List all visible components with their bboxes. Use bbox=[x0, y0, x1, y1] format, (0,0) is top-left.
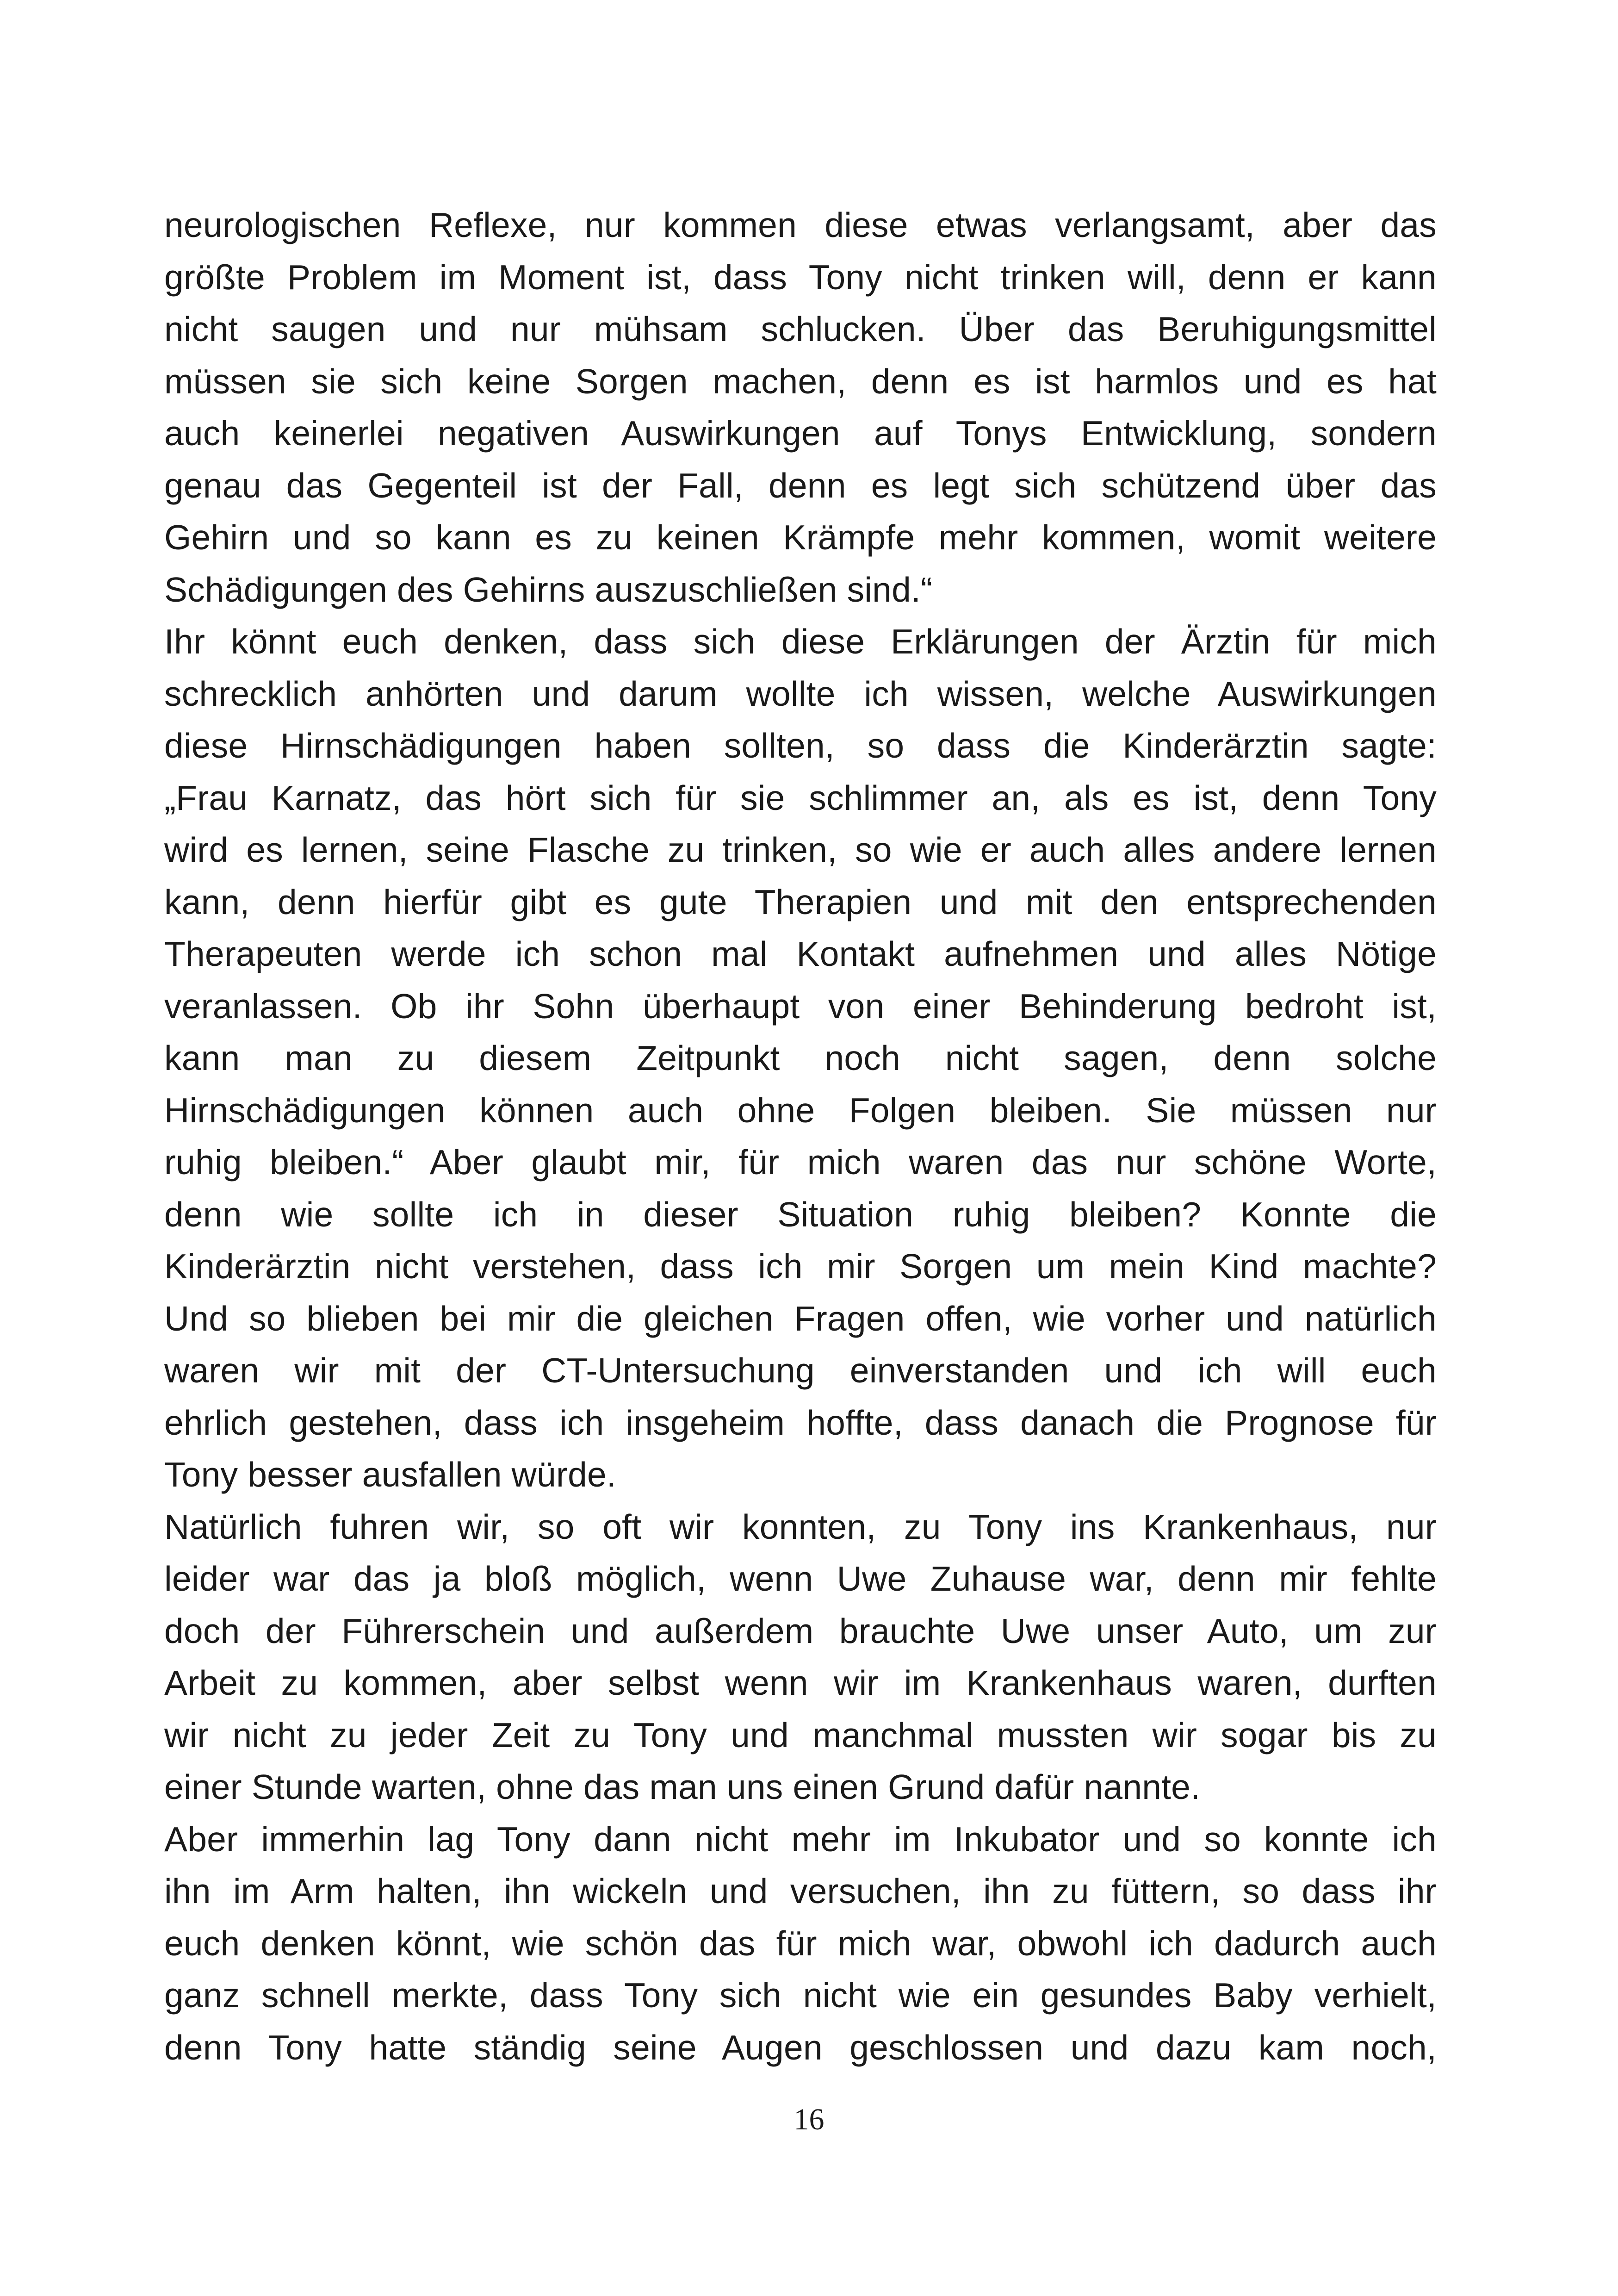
text-line: denn Tony hatte ständig seine Augen geschlossen und dazu kam noch, bbox=[164, 2028, 1437, 2067]
text-line: ganz schnell merkte, dass Tony sich nicht wie ein gesundes Baby verhielt, bbox=[164, 1976, 1437, 2015]
text-line: kann man zu diesem Zeitpunkt noch nicht sagen, denn solche bbox=[164, 1039, 1437, 1077]
text-line: ruhig bleiben.“ Aber glaubt mir, für mich waren das nur schöne Worte, bbox=[164, 1143, 1437, 1182]
text-line: Und so blieben bei mir die gleichen Fragen offen, wie vorher und natürlich bbox=[164, 1299, 1437, 1338]
text-line: neurologischen Reflexe, nur kommen diese etwas verlangsamt, aber das bbox=[164, 205, 1437, 244]
page-number: 16 bbox=[794, 2103, 824, 2136]
text-line: Therapeuten werde ich schon mal Kontakt aufnehmen und alles Nötige bbox=[164, 934, 1437, 973]
text-line: diese Hirnschädigungen haben sollten, so dass die Kinderärztin sagte: bbox=[164, 726, 1437, 765]
text-line: Natürlich fuhren wir, so oft wir konnten, zu Tony ins Krankenhaus, nur bbox=[164, 1507, 1437, 1546]
text-line: denn wie sollte ich in dieser Situation ruhig bleiben? Konnte die bbox=[164, 1195, 1437, 1234]
text-line: Tony besser ausfallen würde. bbox=[164, 1455, 616, 1494]
paragraph-2 bbox=[164, 616, 1437, 1501]
paragraph-3 bbox=[164, 1501, 1437, 1813]
text-line: Arbeit zu kommen, aber selbst wenn wir im Krankenhaus waren, durften bbox=[164, 1663, 1437, 1702]
text-line: Hirnschädigungen können auch ohne Folgen bleiben. Sie müssen nur bbox=[164, 1090, 1437, 1130]
text-line: einer Stunde warten, ohne das man uns einen Grund dafür nannte. bbox=[164, 1767, 1201, 1806]
text-line: müssen sie sich keine Sorgen machen, denn es ist harmlos und es hat bbox=[164, 361, 1437, 401]
text-line: wir nicht zu jeder Zeit zu Tony und manchmal mussten wir sogar bis zu bbox=[164, 1715, 1437, 1755]
text-line: ihn im Arm halten, ihn wickeln und versuchen, ihn zu füttern, so dass ihr bbox=[164, 1872, 1437, 1910]
text-line: euch denken könnt, wie schön das für mich war, obwohl ich dadurch auch bbox=[164, 1923, 1437, 1963]
text-line: Ihr könnt euch denken, dass sich diese Erklärungen der Ärztin für mich bbox=[164, 622, 1437, 661]
text-line: größte Problem im Moment ist, dass Tony nicht trinken will, denn er kann bbox=[164, 257, 1437, 297]
text-line: ehrlich gestehen, dass ich insgeheim hoffte, dass danach die Prognose für bbox=[164, 1403, 1437, 1442]
text-line: nicht saugen und nur mühsam schlucken. Über das Beruhigungsmittel bbox=[164, 310, 1437, 348]
text-line: Gehirn und so kann es zu keinen Krämpfe mehr kommen, womit weitere bbox=[164, 518, 1437, 557]
text-line: genau das Gegenteil ist der Fall, denn es legt sich schützend über das bbox=[164, 466, 1437, 505]
text-line: doch der Führerschein und außerdem brauchte Uwe unser Auto, um zur bbox=[164, 1611, 1437, 1650]
paragraph-1 bbox=[164, 199, 1437, 616]
text-line: Aber immerhin lag Tony dann nicht mehr im Inkubator und so konnte ich bbox=[164, 1819, 1437, 1859]
paragraph-4 bbox=[164, 1813, 1437, 2074]
text-line: „Frau Karnatz, das hört sich für sie schlimmer an, als es ist, denn Tony bbox=[164, 778, 1437, 817]
text-line: schrecklich anhörten und darum wollte ich wissen, welche Auswirkungen bbox=[164, 674, 1437, 713]
text-line: kann, denn hierfür gibt es gute Therapien und mit den entsprechenden bbox=[164, 882, 1437, 921]
text-line: veranlassen. Ob ihr Sohn überhaupt von einer Behinderung bedroht ist, bbox=[164, 986, 1437, 1026]
text-line: auch keinerlei negativen Auswirkungen auf Tonys Entwicklung, sondern bbox=[164, 414, 1437, 453]
text-line: wird es lernen, seine Flasche zu trinken, so wie er auch alles andere lernen bbox=[164, 830, 1437, 869]
text-line: Schädigungen des Gehirns auszuschließen sind.“ bbox=[164, 570, 933, 609]
text-line: leider war das ja bloß möglich, wenn Uwe Zuhause war, denn mir fehlte bbox=[164, 1559, 1437, 1598]
text-line: Kinderärztin nicht verstehen, dass ich mir Sorgen um mein Kind machte? bbox=[164, 1247, 1437, 1286]
text-line: waren wir mit der CT-Untersuchung einverstanden und ich will euch bbox=[164, 1351, 1437, 1390]
body-text bbox=[164, 199, 1437, 2073]
